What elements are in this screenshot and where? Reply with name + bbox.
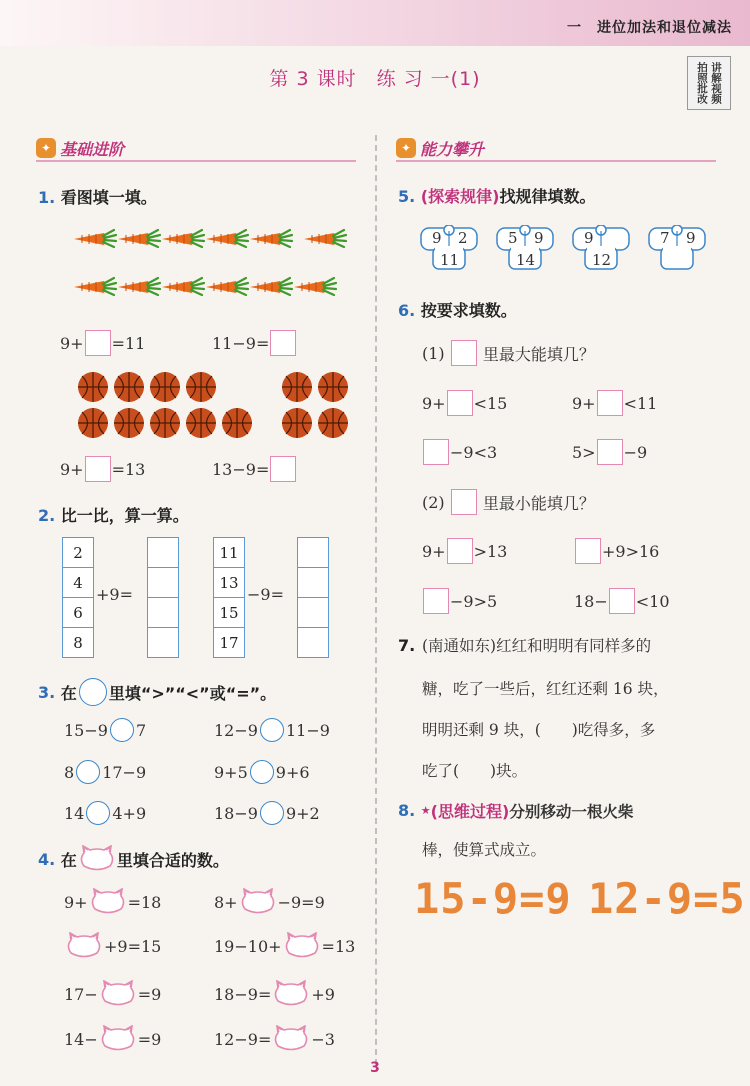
q3-item: 18−9 9+2: [214, 801, 320, 825]
section-basic-label: 基础进阶: [60, 139, 125, 159]
answer-box[interactable]: [447, 538, 473, 564]
q1-equation-1: 9+ =11: [60, 330, 145, 356]
q7-line: (南通如东)红红和明明有同样多的: [422, 637, 652, 655]
compare-circle[interactable]: [260, 801, 284, 825]
compare-circle[interactable]: [250, 760, 274, 784]
q3-item: 14 4+9: [64, 801, 146, 825]
q3-item: 8 17−9: [64, 760, 146, 784]
q6-item: 18− <10: [574, 588, 670, 614]
climber-icon: ✦: [396, 138, 416, 158]
answer-box[interactable]: [575, 538, 601, 564]
q3-item: 12−9 11−9: [214, 718, 330, 742]
page-number: 3: [370, 1060, 380, 1076]
chapter-title: 一 进位加法和退位减法: [567, 20, 732, 36]
answer-box[interactable]: [423, 439, 449, 465]
q6-item: 9+ <11: [572, 390, 657, 416]
q6-item: 5> −9: [572, 439, 647, 465]
cat-face-icon: [78, 845, 116, 873]
q2-operator-1: +9=: [96, 585, 133, 604]
q2-column-minuends: 11 13 15 17: [213, 537, 245, 658]
q7-line: 明明还剩 9 块，( )吃得多，多: [422, 721, 656, 739]
answer-cat-box[interactable]: [89, 888, 127, 916]
answer-cat-box[interactable]: [99, 1025, 137, 1053]
qr-label-left: 讲解视频: [710, 62, 722, 104]
answer-box[interactable]: [597, 439, 623, 465]
qr-video-button[interactable]: [687, 56, 731, 110]
question-5: 5. (探索规律)找规律填数。: [398, 187, 596, 206]
circle-icon: [79, 678, 107, 706]
question-7-number: 7.: [398, 636, 416, 655]
qr-label-right: 拍照批改: [696, 62, 708, 104]
q4-item: 9+ =18: [64, 888, 161, 916]
section-underline: [36, 160, 356, 162]
q2-operator-2: −9=: [247, 585, 284, 604]
compare-circle[interactable]: [260, 718, 284, 742]
q4-item: 8+ −9=9: [214, 888, 325, 916]
answer-cat-box[interactable]: [99, 980, 137, 1008]
question-1: 1. 看图填一填。: [38, 188, 157, 207]
answer-box[interactable]: [423, 588, 449, 614]
question-8: 8. ★ (思维过程) 分别移动一根火柴: [398, 801, 634, 821]
column-divider: [375, 135, 377, 1065]
answer-box[interactable]: [447, 390, 473, 416]
compare-circle[interactable]: [86, 801, 110, 825]
answer-cat-box[interactable]: [283, 932, 321, 960]
lesson-title: 第 3 课时 练 习 一(1): [269, 68, 481, 90]
q7-line: 糖，吃了一些后，红红还剩 16 块，: [422, 680, 669, 698]
box-icon: [451, 489, 477, 515]
answer-box[interactable]: [85, 456, 111, 482]
q6-item: −9<3: [422, 439, 497, 465]
q3-item: 9+5 9+6: [214, 760, 310, 784]
compare-circle[interactable]: [76, 760, 100, 784]
number-puzzle: 9 12: [570, 225, 632, 277]
question-2: 2. 比一比，算一算。: [38, 506, 189, 525]
q1-equation-3: 9+ =13: [60, 456, 145, 482]
number-puzzle: 7 9: [646, 225, 708, 277]
q1-equation-2: 11−9=: [212, 330, 297, 356]
section-basic: [36, 135, 124, 161]
q4-item: 14− =9: [64, 1025, 161, 1053]
answer-cat-box[interactable]: [272, 980, 310, 1008]
question-3: 3. 在 里填“>”“<”或“=”。: [38, 678, 276, 706]
q4-item: 12−9= −3: [214, 1025, 335, 1053]
q6-part1-prompt: (1) 里最大能填几？: [422, 340, 595, 366]
answer-box[interactable]: [85, 330, 111, 356]
answer-box[interactable]: [609, 588, 635, 614]
answer-box[interactable]: [270, 330, 296, 356]
section-advanced: [396, 135, 484, 161]
q6-part2-prompt: (2) 里最小能填几？: [422, 489, 595, 515]
q4-item: +9=15: [64, 932, 161, 960]
answer-cat-box[interactable]: [239, 888, 277, 916]
q6-item: 9+ >13: [422, 538, 507, 564]
matchstick-equation-2[interactable]: 12-9=5: [588, 874, 746, 923]
carrot-picture: [74, 226, 354, 306]
answer-box[interactable]: [270, 456, 296, 482]
star-icon: ★: [420, 804, 431, 817]
q6-item: +9>16: [574, 538, 659, 564]
q2-column-addends: 2 4 6 8: [62, 537, 94, 658]
compare-circle[interactable]: [110, 718, 134, 742]
q6-item: 9+ <15: [422, 390, 507, 416]
q7-line: 吃了( )块。: [422, 762, 528, 780]
question-4: 4. 在 里填合适的数。: [38, 845, 229, 873]
basketball-picture: [78, 370, 350, 442]
matchstick-equation-1[interactable]: 15-9=9: [414, 874, 572, 923]
runner-icon: ✦: [36, 138, 56, 158]
answer-box[interactable]: [597, 390, 623, 416]
q1-equation-4: 13−9=: [212, 456, 297, 482]
number-puzzle: 9 2 11: [418, 225, 480, 277]
q2-answer-column-2[interactable]: [297, 537, 329, 658]
q8-line: 棒，使算式成立。: [422, 841, 547, 859]
q4-item: 19−10+ =13: [214, 932, 355, 960]
number-puzzle: 5 9 14: [494, 225, 556, 277]
q6-item: −9>5: [422, 588, 497, 614]
q3-item: 15−9 7: [64, 718, 146, 742]
question-6: 6. 按要求填数。: [398, 301, 517, 320]
box-icon: [451, 340, 477, 366]
q2-answer-column-1[interactable]: [147, 537, 179, 658]
answer-cat-box[interactable]: [65, 932, 103, 960]
section-underline: [396, 160, 716, 162]
answer-cat-box[interactable]: [272, 1025, 310, 1053]
section-advanced-label: 能力攀升: [420, 139, 485, 159]
q4-item: 18−9= +9: [214, 980, 335, 1008]
q4-item: 17− =9: [64, 980, 161, 1008]
puzzle-shape: [646, 225, 708, 273]
